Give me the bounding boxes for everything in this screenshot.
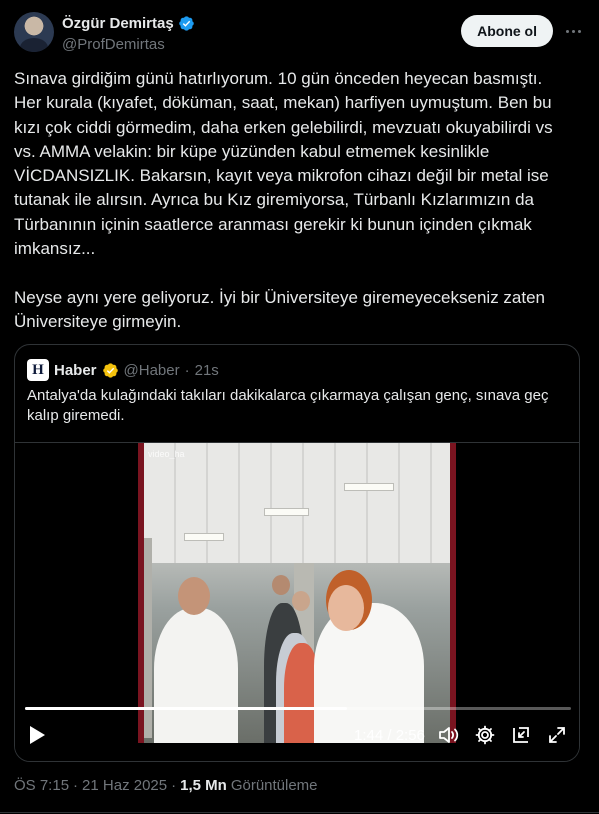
quote-header <box>27 359 219 381</box>
fullscreen-icon[interactable] <box>545 723 569 747</box>
quote-avatar-logo[interactable]: H <box>27 359 49 381</box>
play-icon[interactable] <box>25 723 49 747</box>
quote-display-name[interactable]: Haber <box>54 361 97 379</box>
video-scene-ceiling <box>144 443 450 563</box>
meta-separator: · <box>73 777 79 794</box>
tweet-header <box>14 12 585 56</box>
quote-handle[interactable]: @Haber <box>123 361 180 379</box>
video-frame <box>138 443 456 743</box>
views-count[interactable]: 1,5 Mn <box>180 777 227 794</box>
author-name-line <box>62 15 195 32</box>
verified-badge-icon[interactable] <box>178 15 195 32</box>
quote-text: Antalya'da kulağındaki takıları dakikalarca çıkarmaya çalışan genç, sınava geç kalıp giremedi. <box>27 387 549 424</box>
tweet-paragraph-1: Sınava girdiğim günü hatırlıyorum. 10 gün önceden heyecan basmıştı. Her kurala (kıyafet, döküman, saat, mekan) harfiyen uymuştum. Ben bu kızı çok ciddi görmedim, daha erken gelebilirdi, mevzuatı okuyabilirdi vs vs. AMMA velakin: bir küpe yüzünden kabul etmemek kesinlikle VİCDANSIZLIK. Bakarsın, kayıt veya mikrofon cihazı değil bir metal ise tutanak ile alırsın. Ayrıca bu Kız giremiyorsa, Türbanlı Kızlarımızın da Türbanının içinin saatlerce aranması gerekir ki bunun içinden çıkmak imkansız... <box>14 69 558 259</box>
video-scene-head <box>292 591 310 611</box>
tweet-text <box>14 67 574 334</box>
volume-icon[interactable] <box>437 723 461 747</box>
video-scene-man <box>154 608 238 743</box>
picture-in-picture-icon[interactable] <box>509 723 533 747</box>
author-avatar[interactable] <box>14 12 54 52</box>
video-time: 1:44 / 2:56 <box>354 727 425 744</box>
video-progress-fill <box>25 707 347 710</box>
settings-gear-icon[interactable] <box>473 723 497 747</box>
gold-verified-badge-icon <box>102 362 119 379</box>
video-watermark: video_ha <box>148 449 185 459</box>
video-scene-light <box>344 483 394 491</box>
tweet-time[interactable]: ÖS 7:15 <box>14 777 70 794</box>
quote-tweet-card[interactable] <box>14 344 580 762</box>
tweet-meta <box>14 777 318 794</box>
video-scene-head <box>272 575 290 595</box>
quote-separator: · <box>184 361 190 379</box>
video-scene-woman <box>314 603 424 743</box>
divider <box>0 812 599 813</box>
video-scene-woman-face <box>328 585 364 631</box>
tweet-paragraph-2: Neyse aynı yere geliyoruz. İyi bir Üniversiteye giremeyecekseniz zaten Üniversiteye girmeyin. <box>14 287 550 331</box>
author-handle[interactable]: @ProfDemirtas <box>62 36 165 53</box>
video-progress-bar[interactable] <box>25 707 571 710</box>
video-player[interactable] <box>15 442 580 762</box>
tweet-date[interactable]: 21 Haz 2025 <box>82 777 168 794</box>
video-scene-man-head <box>178 577 210 615</box>
video-thumbnail <box>144 443 450 743</box>
author-display-name[interactable]: Özgür Demirtaş <box>62 15 174 32</box>
video-scene-light <box>264 508 309 516</box>
quote-time[interactable]: 21s <box>194 361 219 379</box>
meta-separator: · <box>171 777 177 794</box>
views-label: Görüntüleme <box>230 777 318 794</box>
follow-button[interactable]: Abone ol <box>461 15 553 47</box>
more-horizontal-icon[interactable] <box>561 22 585 40</box>
video-scene-light <box>184 533 224 541</box>
